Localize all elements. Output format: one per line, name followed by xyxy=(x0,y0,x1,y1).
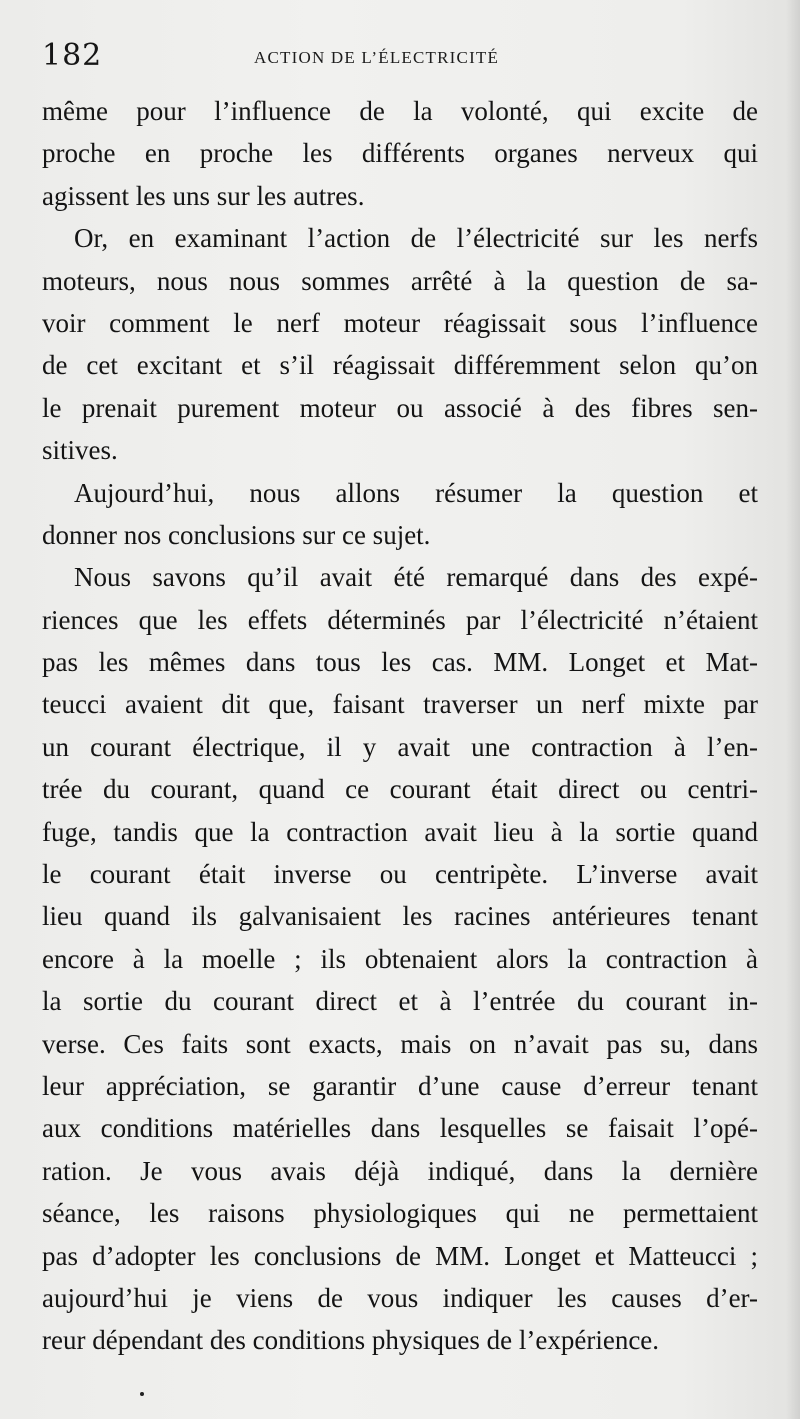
page-header xyxy=(40,34,760,74)
text-line: encore à la moelle ; ils obtenaient alors la contraction à xyxy=(42,943,758,974)
text-line: pas les mêmes dans tous les cas. MM. Longet et Mat- xyxy=(42,647,758,678)
text-line: aux conditions matérielles dans lesquelles se faisait l’opé- xyxy=(42,1113,758,1144)
paragraph xyxy=(42,90,758,217)
text-line: séance, les raisons physiologiques qui ne permettaient xyxy=(42,1198,758,1229)
text-line: trée du courant, quand ce courant était direct ou centri- xyxy=(42,774,758,805)
paragraph xyxy=(42,556,758,1361)
page-number: 182 xyxy=(42,38,103,73)
running-head: ACTION DE L’ÉLECTRICITÉ xyxy=(254,48,500,67)
text-line: ration. Je vous avais déjà indiqué, dans la dernière xyxy=(42,1155,758,1186)
text-line: même pour l’influence de la volonté, qui excite de xyxy=(42,96,758,126)
body-text xyxy=(42,90,758,1362)
text-line: lieu quand ils galvanisaient les racines antérieures tenant xyxy=(42,901,758,932)
text-line: riences que les effets déterminés par l’électricité n’étaient xyxy=(42,604,758,635)
paragraph xyxy=(42,472,758,557)
text-line: agissent les uns sur les autres. xyxy=(42,180,365,211)
text-line: Aujourd’hui, nous allons résumer la question et xyxy=(74,477,758,508)
ink-speck xyxy=(140,1392,144,1396)
text-line: le prenait purement moteur ou associé à des fibres sen- xyxy=(42,392,758,423)
text-line: Or, en examinant l’action de l’électricité sur les nerfs xyxy=(74,223,758,254)
text-line: Nous savons qu’il avait été remarqué dans des expé- xyxy=(74,562,758,593)
text-line: le courant était inverse ou centripète. L’inverse avait xyxy=(42,859,758,890)
text-line: un courant électrique, il y avait une contraction à l’en- xyxy=(42,731,758,762)
text-line: moteurs, nous nous sommes arrêté à la question de sa- xyxy=(42,265,758,296)
text-line: teucci avaient dit que, faisant traverser un nerf mixte par xyxy=(42,689,758,720)
text-line: de cet excitant et s’il réagissait différemment selon qu’on xyxy=(42,350,758,381)
text-line: aujourd’hui je viens de vous indiquer les causes d’er- xyxy=(42,1282,758,1313)
text-line: pas d’adopter les conclusions de MM. Longet et Matteucci ; xyxy=(42,1240,758,1271)
text-line: sitives. xyxy=(42,435,118,466)
text-line: donner nos conclusions sur ce sujet. xyxy=(42,519,431,550)
text-line: fuge, tandis que la contraction avait lieu à la sortie quand xyxy=(42,816,758,847)
page-edge-shadow xyxy=(786,0,800,1419)
text-line: voir comment le nerf moteur réagissait sous l’influence xyxy=(42,307,758,338)
text-line: proche en proche les différents organes nerveux qui xyxy=(42,138,758,169)
text-line: reur dépendant des conditions physiques de l’expérience. xyxy=(42,1325,660,1356)
paragraph xyxy=(42,217,758,471)
text-line: verse. Ces faits sont exacts, mais on n’avait pas su, dans xyxy=(42,1028,758,1059)
text-line: la sortie du courant direct et à l’entrée du courant in- xyxy=(42,986,758,1017)
text-line: leur appréciation, se garantir d’une cause d’erreur tenant xyxy=(42,1070,758,1101)
